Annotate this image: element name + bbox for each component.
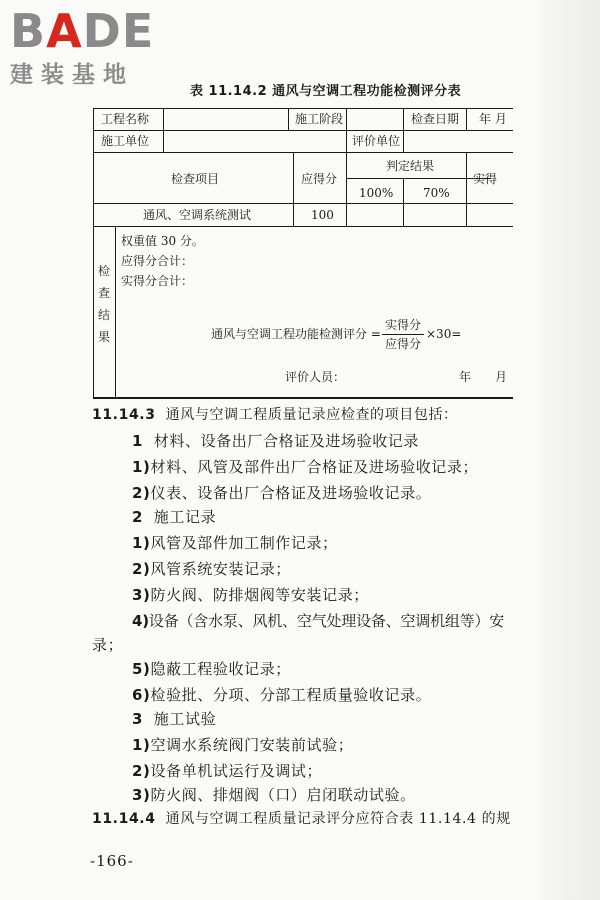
evaluation-table: [93, 108, 513, 400]
formula-right: ×30=: [426, 327, 462, 341]
inspection-item-header: 检查项目: [171, 172, 220, 186]
actual-total-line: 实得分合计：: [121, 274, 194, 288]
result-label-char-3: 结: [98, 308, 111, 322]
group-3-item-3: 3)防火阀、排烟阀（口）启闭联动试验。: [132, 786, 416, 804]
evaluation-unit-label: 评价单位: [352, 134, 401, 148]
group-2-item-4: 4)设备（含水泵、风机、空气处理设备、空调机组等）安: [132, 612, 505, 630]
construction-unit-label: 施工单位: [101, 134, 150, 148]
result-label-char-2: 查: [98, 286, 111, 300]
group-2-item-3: 3)防火阀、防排烟阀等安装记录；: [132, 586, 369, 604]
group-3-item-2: 2)设备单机试运行及调试；: [132, 762, 323, 780]
sign-year: 年: [459, 370, 472, 384]
evaluator-label: 评价人员：: [285, 370, 346, 384]
formula-numerator: 实得分: [385, 318, 422, 332]
group-2-item-2: 2)风管系统安装记录；: [132, 560, 291, 578]
logo-wordmark: BADE: [10, 4, 155, 58]
group-3-item-1: 1)空调水系统阀门安装前试验；: [132, 736, 354, 754]
weight-line: 权重值 30 分。: [121, 234, 204, 248]
group-1-item-1: 1)材料、风管及部件出厂合格证及进场验收记录；: [132, 458, 479, 476]
actual-score-header: 实得: [473, 172, 498, 186]
group-2-item-1: 1)风管及部件加工制作记录；: [132, 534, 338, 552]
group-2-item-6: 6)检验批、分项、分部工程质量验收记录。: [132, 686, 432, 704]
logo-chinese-text: 建装基地: [10, 62, 134, 88]
group-2-title: 2 施工记录: [132, 508, 217, 526]
page-number: -166-: [90, 852, 134, 870]
inspection-date-label: 检查日期: [411, 112, 460, 126]
group-3-title: 3 施工试验: [132, 710, 217, 728]
bade-logo: [10, 4, 155, 89]
group-1-item-2: 2)仪表、设备出厂合格证及进场验收记录。: [132, 484, 432, 502]
construction-stage-label: 施工阶段: [295, 112, 344, 126]
next-section-heading: 11.14.4 通风与空调工程质量记录评分应符合表 11.14.4 的规: [92, 811, 511, 827]
group-2-item-5: 5)隐蔽工程验收记录；: [132, 660, 291, 678]
formula-denominator: 应得分: [385, 337, 422, 351]
group-2-item-4-continued: 录；: [92, 636, 124, 654]
pct-70-header: 70%: [423, 186, 450, 200]
section-heading: 11.14.3 通风与空调工程质量记录应检查的项目包括：: [92, 407, 458, 423]
result-label-char-4: 果: [98, 330, 111, 344]
project-name-label: 工程名称: [101, 112, 150, 126]
result-label-char-1: 检: [98, 264, 111, 278]
sign-month: 月: [495, 370, 508, 384]
page-edge-shadow: [530, 0, 600, 900]
date-year-month: 年 月: [479, 112, 507, 126]
judgement-header: 判定结果: [386, 159, 435, 173]
table-caption: 表 11.14.2 通风与空调工程功能检测评分表: [190, 84, 462, 99]
due-score-header: 应得分: [301, 172, 338, 186]
pct-100-header: 100%: [359, 186, 394, 200]
item-score: 100: [311, 208, 334, 222]
item-name: 通风、空调系统测试: [143, 208, 252, 222]
due-total-line: 应得分合计：: [121, 254, 194, 268]
formula-left: 通风与空调工程功能检测评分 =: [211, 327, 381, 341]
group-1-title: 1 材料、设备出厂合格证及进场验收记录: [132, 432, 419, 450]
